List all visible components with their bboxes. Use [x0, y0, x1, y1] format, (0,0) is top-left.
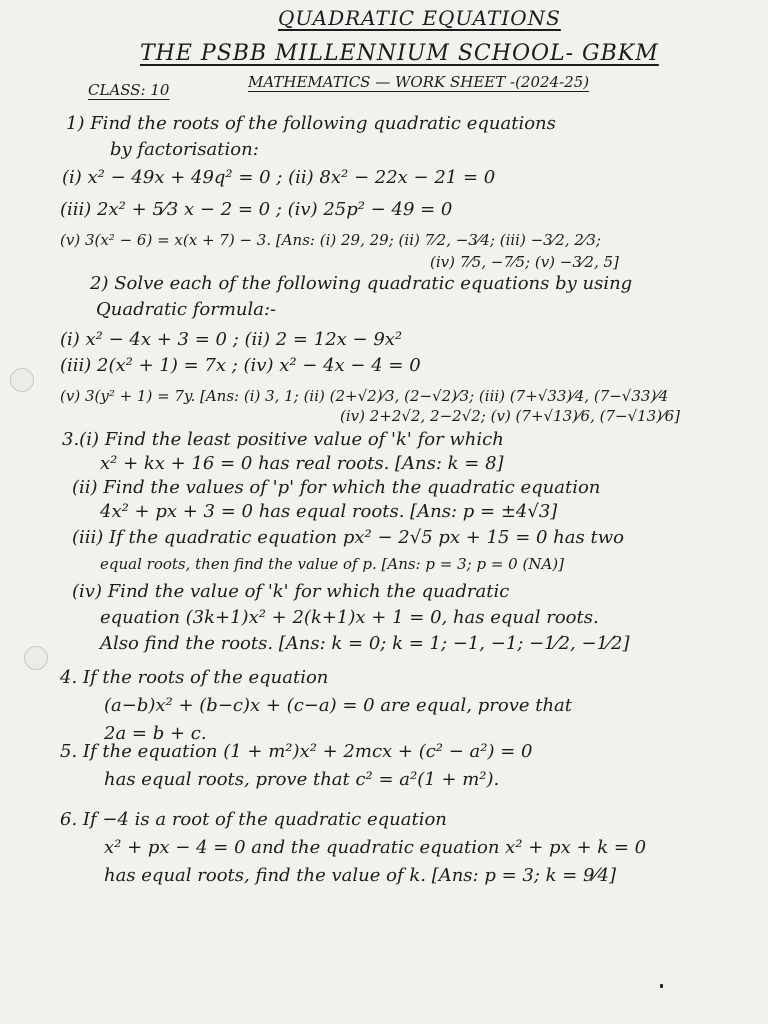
q2-parts-iii-iv: (iii) 2(x² + 1) = 7x ; (iv) x² − 4x − 4 = 0 — [60, 355, 421, 376]
q3-part-i-cont: x² + kx + 16 = 0 has real roots. [Ans: k = 8] — [100, 453, 504, 474]
q3-part-iv: (iv) Find the value of 'k' for which the quadratic — [72, 581, 510, 602]
q2-stem: 2) Solve each of the following quadratic equations by using — [90, 273, 633, 294]
q2-answers-cont: (iv) 2+2√2, 2−2√2; (v) (7+√13)⁄6, (7−√13)⁄6] — [340, 407, 680, 425]
q3-part-i: 3.(i) Find the least positive value of 'k' for which — [62, 429, 504, 450]
q4-equation: (a−b)x² + (b−c)x + (c−a) = 0 are equal, prove that — [104, 695, 573, 716]
q1-part-v-answers: (v) 3(x² − 6) = x(x + 7) − 3. [Ans: (i) 29, 29; (ii) 7⁄2, −3⁄4; (iii) −3⁄2, 2⁄3; — [60, 231, 601, 249]
subject-line: MATHEMATICS — WORK SHEET -(2024-25) — [248, 73, 590, 91]
punch-hole-top — [10, 368, 34, 392]
q2-part-v-answers: (v) 3(y² + 1) = 7y. [Ans: (i) 3, 1; (ii) (2+√2)⁄3, (2−√2)⁄3; (iii) (7+√33)⁄4, (7−√33)⁄4 — [60, 387, 669, 405]
q2-parts-i-ii: (i) x² − 4x + 3 = 0 ; (ii) 2 = 12x − 9x² — [60, 329, 403, 350]
q1-parts-i-ii: (i) x² − 49x + 49q² = 0 ; (ii) 8x² − 22x − 21 = 0 — [62, 167, 496, 188]
q3-part-iv-answers: Also find the roots. [Ans: k = 0; k = 1; −1, −1; −1⁄2, −1⁄2] — [100, 633, 630, 654]
q6-equations: x² + px − 4 = 0 and the quadratic equation x² + px + k = 0 — [104, 837, 647, 858]
q4-stem: 4. If the roots of the equation — [60, 667, 329, 688]
q4-result: 2a = b + c. — [104, 723, 207, 744]
q1-stem-cont: by factorisation: — [110, 139, 259, 160]
q2-stem-cont: Quadratic formula:- — [96, 299, 277, 320]
punch-hole-bottom — [24, 646, 48, 670]
q3-part-iv-cont: equation (3k+1)x² + 2(k+1)x + 1 = 0, has equal roots. — [100, 607, 599, 628]
q3-part-iii-cont: equal roots, then find the value of p. [Ans: p = 3; p = 0 (NA)] — [100, 555, 564, 573]
ink-dot — [660, 984, 663, 988]
worksheet-title: QUADRATIC EQUATIONS — [278, 6, 561, 30]
q5-prove: has equal roots, prove that c² = a²(1 + m²). — [104, 769, 500, 790]
school-name: THE PSBB MILLENNIUM SCHOOL- GBKM — [140, 41, 659, 66]
q3-part-ii-cont: 4x² + px + 3 = 0 has equal roots. [Ans: p = ±4√3] — [100, 501, 558, 522]
q1-stem: 1) Find the roots of the following quadratic equations — [66, 113, 556, 134]
class-label: CLASS: 10 — [88, 81, 170, 99]
q6-answers: has equal roots, find the value of k. [Ans: p = 3; k = 9⁄4] — [104, 865, 616, 886]
q6-stem: 6. If −4 is a root of the quadratic equation — [60, 809, 447, 830]
q5-stem: 5. If the equation (1 + m²)x² + 2mcx + (c² − a²) = 0 — [60, 741, 533, 762]
q3-part-ii: (ii) Find the values of 'p' for which the quadratic equation — [72, 477, 601, 498]
q1-answers-cont: (iv) 7⁄5, −7⁄5; (v) −3⁄2, 5] — [430, 253, 619, 271]
q1-parts-iii-iv: (iii) 2x² + 5⁄3 x − 2 = 0 ; (iv) 25p² − 49 = 0 — [60, 199, 453, 220]
q3-part-iii: (iii) If the quadratic equation px² − 2√5 px + 15 = 0 has two — [72, 527, 624, 548]
